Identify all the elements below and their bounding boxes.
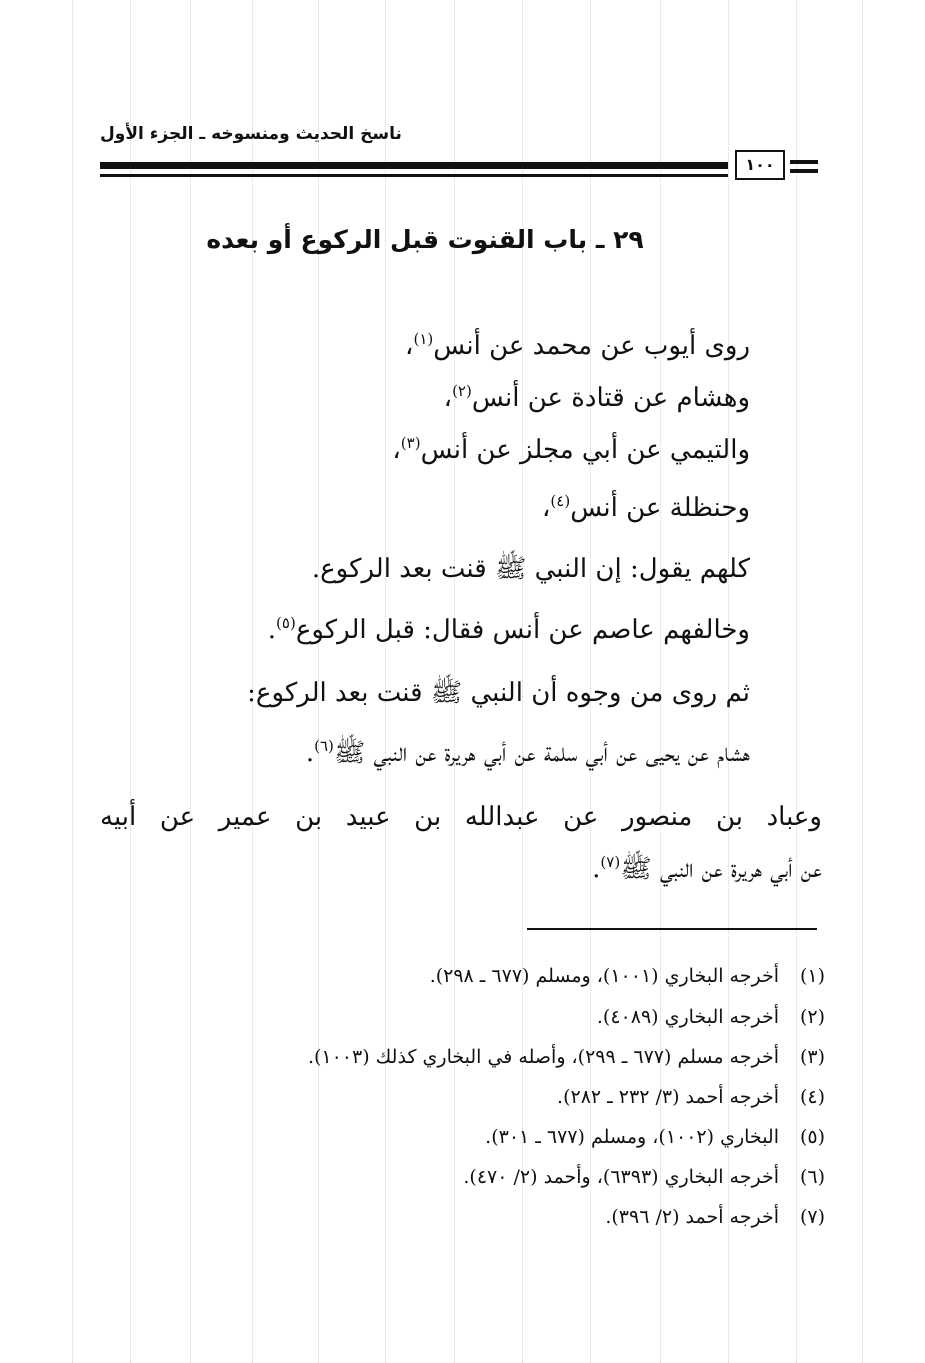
body-line-punct: ، <box>392 435 401 465</box>
body-line-punct: ، <box>443 383 453 413</box>
scan-guide-line <box>862 0 863 1363</box>
body-line <box>405 330 750 361</box>
footnote-number: (٧) <box>799 1206 825 1228</box>
footnote-number: (٤) <box>799 1086 825 1108</box>
body-line <box>444 382 750 413</box>
running-header-title: ناسخ الحديث ومنسوخه ـ الجزء الأول <box>100 124 402 144</box>
footnote-text: البخاري (١٠٠٢)، ومسلم (٦٧٧ ـ ٣٠١). <box>485 1126 779 1148</box>
footnote-text: أخرجه البخاري (١٠٠١)، ومسلم (٦٧٧ ـ ٢٩٨). <box>429 965 779 987</box>
body-line-text: وهشام عن قتادة عن أنس <box>471 383 750 413</box>
header-rule-thin <box>100 174 728 177</box>
body-line-text: كلهم يقول: إن النبي ﷺ قنت بعد الركوع. <box>311 554 750 584</box>
footnote-ref: (٧) <box>600 853 621 871</box>
body-line-text: عن أبي هريرة عن النبي ﷺ <box>620 854 822 884</box>
body-line-text: هشام عن يحيى عن أبي سلمة عن أبي هريرة عن النبي ﷺ <box>333 738 750 768</box>
section-heading: ٢٩ ـ باب القنوت قبل الركوع أو بعده <box>206 225 644 254</box>
footnote <box>557 1086 825 1108</box>
footnote-text: أخرجه البخاري (٤٠٨٩). <box>596 1006 779 1028</box>
page-number-box <box>735 150 785 180</box>
body-line-punct: ، <box>405 331 414 361</box>
footnote <box>485 1126 825 1148</box>
footnote-ref: (٢) <box>452 382 472 400</box>
footnote-ref: (٦) <box>314 737 334 755</box>
body-line-text: وعباد بن منصور عن عبدالله بن عبيد بن عمير عن أبيه <box>100 802 822 832</box>
footnote <box>308 1046 825 1068</box>
body-line <box>100 802 822 832</box>
header-rule-short <box>790 160 818 164</box>
body-line-text: والتيمي عن أبي مجلز عن أنس <box>420 435 750 465</box>
footnote-ref: (١) <box>413 330 434 348</box>
body-line <box>268 614 750 645</box>
footnote <box>430 965 825 987</box>
scan-guide-line <box>190 0 191 1363</box>
scan-guide-line <box>130 0 131 1363</box>
body-line-text: روى أيوب عن محمد عن أنس <box>433 331 750 361</box>
footnote-number: (٥) <box>799 1126 825 1148</box>
footnote-text: أخرجه مسلم (٦٧٧ ـ ٢٩٩)، وأصله في البخاري كذلك (١٠٠٣). <box>307 1046 779 1068</box>
footnote-text: أخرجه البخاري (٦٣٩٣)، وأحمد (٢/ ٤٧٠). <box>463 1166 779 1188</box>
body-line-text: ثم روى من وجوه أن النبي ﷺ قنت بعد الركوع: <box>247 678 750 708</box>
footnote-number: (٦) <box>799 1166 825 1188</box>
body-line-text: وحنظلة عن أنس <box>570 493 750 523</box>
footnote-number: (٣) <box>799 1046 825 1068</box>
body-line <box>392 434 750 465</box>
body-line-punct: . <box>592 854 601 884</box>
footnote-text: أخرجه أحمد (٣/ ٢٣٢ ـ ٢٨٢). <box>557 1086 779 1108</box>
body-line <box>592 852 822 890</box>
body-line-punct: . <box>267 615 277 645</box>
body-line-punct: ، <box>542 493 551 523</box>
footnote <box>597 1006 825 1028</box>
header-rule-thick <box>100 162 728 169</box>
body-line-text: وخالفهم عاصم عن أنس فقال: قبل الركوع <box>295 615 750 645</box>
footnote-number: (١) <box>799 965 825 987</box>
footnote-text: أخرجه أحمد (٢/ ٣٩٦). <box>605 1206 779 1228</box>
header-rule-short <box>790 169 818 173</box>
body-line <box>247 676 750 714</box>
page-number: ١٠٠ <box>745 155 775 174</box>
scan-guide-line <box>796 0 797 1363</box>
footnote-ref: (٤) <box>550 492 571 510</box>
body-line <box>312 552 750 590</box>
footnote-number: (٢) <box>799 1006 825 1028</box>
footnote-ref: (٣) <box>400 434 421 452</box>
footnote <box>605 1206 825 1228</box>
footnote <box>463 1166 825 1188</box>
scan-guide-line <box>72 0 73 1363</box>
body-line-punct: . <box>305 738 315 768</box>
footnote-divider <box>527 928 817 930</box>
footnote-ref: (٥) <box>276 614 296 632</box>
body-line <box>542 492 750 523</box>
body-line <box>306 736 750 774</box>
